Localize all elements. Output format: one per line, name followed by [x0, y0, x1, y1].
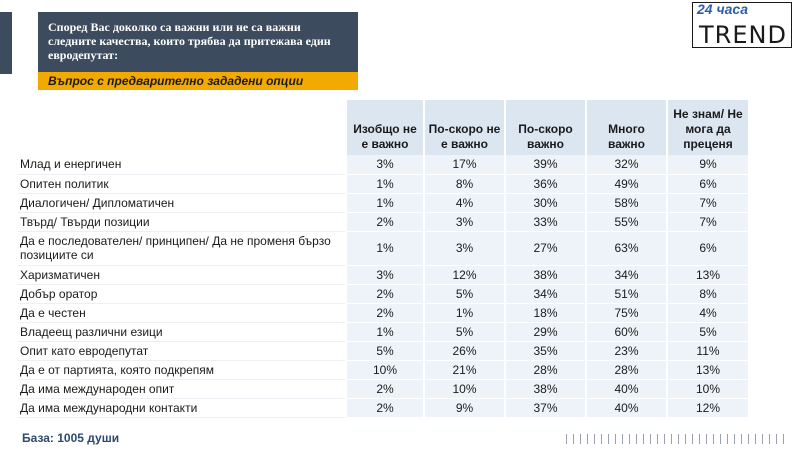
table-row [18, 284, 748, 303]
table-cell: 27% [505, 231, 586, 265]
table-cell: 6% [667, 231, 748, 265]
trend-logo [692, 2, 792, 48]
row-label: Владеещ различни езици [18, 322, 346, 341]
table-cell: 12% [424, 265, 505, 284]
left-accent-bar [0, 12, 12, 74]
table-cell: 26% [424, 341, 505, 360]
row-label: Добър оратор [18, 284, 346, 303]
table-row [18, 398, 748, 417]
table-cell: 7% [667, 212, 748, 231]
table-cell: 58% [586, 193, 667, 212]
table-row [18, 265, 748, 284]
table-row [18, 341, 748, 360]
question-header: Според Вас доколко са важни или не са важни следните качества, които трябва да притежава един евродепутат: [38, 12, 358, 74]
table-row [18, 303, 748, 322]
table-cell: 9% [667, 155, 748, 174]
table-cell: 2% [346, 303, 424, 322]
table-cell: 3% [424, 212, 505, 231]
row-label: Да има международни контакти [18, 398, 346, 417]
table-cell: 8% [667, 284, 748, 303]
table-cell: 63% [586, 231, 667, 265]
table-cell: 28% [586, 360, 667, 379]
row-label: Опит като евродепутат [18, 341, 346, 360]
table-cell: 5% [424, 284, 505, 303]
table-cell: 1% [346, 174, 424, 193]
table-cell: 33% [505, 212, 586, 231]
table-cell: 18% [505, 303, 586, 322]
table-row [18, 231, 748, 265]
table-cell: 38% [505, 265, 586, 284]
row-label: Да има международен опит [18, 379, 346, 398]
table-cell: 23% [586, 341, 667, 360]
table-cell: 2% [346, 212, 424, 231]
question-type-banner: Въпрос с предварително зададени опции [38, 72, 358, 90]
table-cell: 10% [667, 379, 748, 398]
logo-24chasa: 24 часа [697, 1, 748, 17]
row-label: Да е от партията, която подкрепям [18, 360, 346, 379]
table-cell: 2% [346, 379, 424, 398]
column-header: Изобщо не е важно [346, 100, 424, 155]
table-cell: 10% [346, 360, 424, 379]
row-label: Харизматичен [18, 265, 346, 284]
table-cell: 11% [667, 341, 748, 360]
row-label: Опитен политик [18, 174, 346, 193]
table-cell: 34% [586, 265, 667, 284]
table-row [18, 155, 748, 174]
table-cell: 38% [505, 379, 586, 398]
table-cell: 29% [505, 322, 586, 341]
table-cell: 37% [505, 398, 586, 417]
table-cell: 49% [586, 174, 667, 193]
table-cell: 30% [505, 193, 586, 212]
table-row [18, 174, 748, 193]
table-cell: 2% [346, 284, 424, 303]
table-row [18, 379, 748, 398]
table-cell: 3% [424, 231, 505, 265]
table-cell: 32% [586, 155, 667, 174]
table-cell: 34% [505, 284, 586, 303]
table-cell: 39% [505, 155, 586, 174]
table-cell: 17% [424, 155, 505, 174]
table-cell: 35% [505, 341, 586, 360]
row-label: Диалогичен/ Дипломатичен [18, 193, 346, 212]
table-cell: 2% [346, 398, 424, 417]
table-cell: 40% [586, 398, 667, 417]
logo-trend: TRЕND [699, 21, 787, 49]
table-cell: 6% [667, 174, 748, 193]
empty-corner [18, 100, 346, 155]
table-row [18, 193, 748, 212]
sample-base-note: База: 1005 души [22, 431, 120, 445]
decorative-tick-strip [566, 434, 788, 444]
table-cell: 13% [667, 360, 748, 379]
table-header-row [18, 100, 748, 155]
table-row [18, 322, 748, 341]
row-label: Да е последователен/ принципен/ Да не променя бързо позициите си [18, 231, 346, 265]
table-cell: 5% [667, 322, 748, 341]
table-cell: 36% [505, 174, 586, 193]
table-cell: 60% [586, 322, 667, 341]
column-header: Много важно [586, 100, 667, 155]
results-table [18, 100, 748, 418]
row-label: Да е честен [18, 303, 346, 322]
table-cell: 7% [667, 193, 748, 212]
table-cell: 1% [346, 322, 424, 341]
table-cell: 3% [346, 265, 424, 284]
table-cell: 1% [424, 303, 505, 322]
row-label: Твърд/ Твърди позиции [18, 212, 346, 231]
column-header: Не знам/ Не мога да преценя [667, 100, 748, 155]
table-cell: 28% [505, 360, 586, 379]
table-cell: 4% [424, 193, 505, 212]
row-label: Млад и енергичен [18, 155, 346, 174]
table-cell: 5% [424, 322, 505, 341]
table-cell: 51% [586, 284, 667, 303]
table-cell: 75% [586, 303, 667, 322]
table-cell: 55% [586, 212, 667, 231]
table-cell: 40% [586, 379, 667, 398]
column-header: По-скоро не е важно [424, 100, 505, 155]
table-cell: 1% [346, 231, 424, 265]
table-cell: 10% [424, 379, 505, 398]
table-cell: 1% [346, 193, 424, 212]
table-cell: 3% [346, 155, 424, 174]
table-cell: 8% [424, 174, 505, 193]
table-row [18, 360, 748, 379]
table-cell: 4% [667, 303, 748, 322]
table-cell: 12% [667, 398, 748, 417]
table-cell: 5% [346, 341, 424, 360]
table-cell: 13% [667, 265, 748, 284]
table-row [18, 212, 748, 231]
table-cell: 21% [424, 360, 505, 379]
column-header: По-скоро важно [505, 100, 586, 155]
table-cell: 9% [424, 398, 505, 417]
